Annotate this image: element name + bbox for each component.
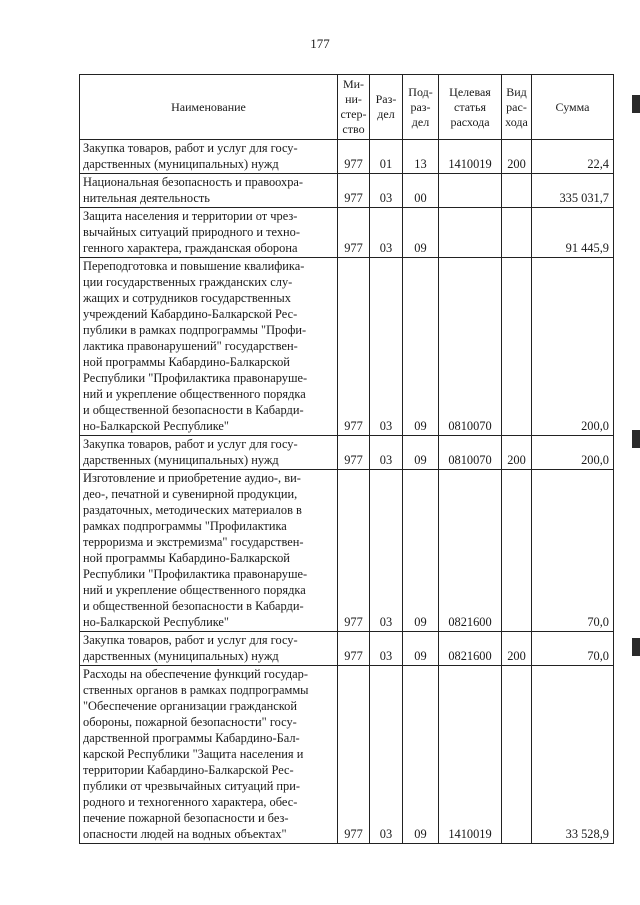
cell-ministry: 977 <box>338 666 370 844</box>
table-row <box>80 208 614 258</box>
table-body <box>80 140 614 844</box>
cell-amount: 22,4 <box>532 140 614 174</box>
cell-name: Национальная безопасность и правоохра- нительная деятельность <box>80 174 338 208</box>
table-row <box>80 436 614 470</box>
scan-edge-mark <box>632 430 640 448</box>
cell-amount: 335 031,7 <box>532 174 614 208</box>
cell-ministry: 977 <box>338 470 370 632</box>
table-row <box>80 174 614 208</box>
cell-type <box>502 208 532 258</box>
table-header <box>80 75 614 140</box>
cell-ministry: 977 <box>338 258 370 436</box>
column-header-type: Вид рас- хода <box>502 75 532 140</box>
column-header-name: Наименование <box>80 75 338 140</box>
cell-section: 03 <box>370 208 403 258</box>
cell-name: Закупка товаров, работ и услуг для госу- дарственных (муниципальных) нужд <box>80 436 338 470</box>
cell-target: 0821600 <box>439 632 502 666</box>
table-row <box>80 470 614 632</box>
cell-subsection: 09 <box>403 470 439 632</box>
cell-section: 01 <box>370 140 403 174</box>
cell-target: 1410019 <box>439 666 502 844</box>
cell-amount: 70,0 <box>532 470 614 632</box>
cell-subsection: 09 <box>403 666 439 844</box>
cell-name: Закупка товаров, работ и услуг для госу- дарственных (муниципальных) нужд <box>80 140 338 174</box>
cell-type: 200 <box>502 140 532 174</box>
cell-amount: 200,0 <box>532 258 614 436</box>
cell-subsection: 13 <box>403 140 439 174</box>
table-row <box>80 632 614 666</box>
cell-ministry: 977 <box>338 632 370 666</box>
cell-name: Изготовление и приобретение аудио-, ви- део-, печатной и сувенирной продукции, раздаточных, методических материалов в рамках подпрограммы "Профилактика терроризма и экстремизма" государствен- ной программы Кабардино-Балкарской Республики "Профилактика правонаруше- ний и укрепление общественного порядка и общественной безопасности в Кабарди- но-Балкарской Республике" <box>80 470 338 632</box>
cell-ministry: 977 <box>338 140 370 174</box>
cell-subsection: 09 <box>403 258 439 436</box>
cell-target <box>439 174 502 208</box>
cell-subsection: 00 <box>403 174 439 208</box>
cell-type <box>502 258 532 436</box>
cell-amount: 70,0 <box>532 632 614 666</box>
table-header-row <box>80 75 614 140</box>
table-row <box>80 666 614 844</box>
cell-subsection: 09 <box>403 632 439 666</box>
cell-target <box>439 208 502 258</box>
cell-ministry: 977 <box>338 436 370 470</box>
column-header-section: Раз- дел <box>370 75 403 140</box>
cell-amount: 200,0 <box>532 436 614 470</box>
column-header-subsection: Под- раз- дел <box>403 75 439 140</box>
scan-edge-mark <box>632 638 640 656</box>
cell-name: Расходы на обеспечение функций государ- ственных органов в рамках подпрограммы "Обеспечение организации гражданской обороны, пожарной безопасности" госу- дарственной программы Кабардино-Бал- карской Республики "Защита населения и территории Кабардино-Балкарской Рес- публики от чрезвычайных ситуаций при- родного и техногенного характера, обес- печение пожарной безопасности и без- опасности людей на водных объектах" <box>80 666 338 844</box>
cell-target: 0821600 <box>439 470 502 632</box>
cell-section: 03 <box>370 258 403 436</box>
cell-name: Переподготовка и повышение квалифика- ции государственных гражданских слу- жащих и сотрудников государственных учреждений Кабардино-Балкарской Рес- публики в рамках подпрограммы "Профи- лактика правонарушений" государствен- ной программы Кабардино-Балкарской Республики "Профилактика правонаруше- ний и укрепление общественного порядка и общественной безопасности в Кабарди- но-Балкарской Республике" <box>80 258 338 436</box>
scan-edge-mark <box>632 95 640 113</box>
cell-ministry: 977 <box>338 208 370 258</box>
cell-amount: 33 528,9 <box>532 666 614 844</box>
cell-name: Защита населения и территории от чрез- вычайных ситуаций природного и техно- генного характера, гражданская оборона <box>80 208 338 258</box>
cell-section: 03 <box>370 666 403 844</box>
cell-subsection: 09 <box>403 208 439 258</box>
cell-section: 03 <box>370 436 403 470</box>
page-number: 177 <box>310 36 330 51</box>
table-row <box>80 140 614 174</box>
cell-ministry: 977 <box>338 174 370 208</box>
column-header-amount: Сумма <box>532 75 614 140</box>
cell-type: 200 <box>502 436 532 470</box>
column-header-target: Целевая статья расхода <box>439 75 502 140</box>
cell-type <box>502 470 532 632</box>
column-header-ministry: Ми- ни- стер- ство <box>338 75 370 140</box>
budget-table <box>79 74 614 844</box>
cell-target: 0810070 <box>439 258 502 436</box>
table-row <box>80 258 614 436</box>
cell-section: 03 <box>370 174 403 208</box>
cell-type <box>502 666 532 844</box>
cell-section: 03 <box>370 632 403 666</box>
cell-type: 200 <box>502 632 532 666</box>
cell-section: 03 <box>370 470 403 632</box>
cell-type <box>502 174 532 208</box>
cell-name: Закупка товаров, работ и услуг для госу- дарственных (муниципальных) нужд <box>80 632 338 666</box>
cell-subsection: 09 <box>403 436 439 470</box>
cell-target: 1410019 <box>439 140 502 174</box>
cell-amount: 91 445,9 <box>532 208 614 258</box>
cell-target: 0810070 <box>439 436 502 470</box>
